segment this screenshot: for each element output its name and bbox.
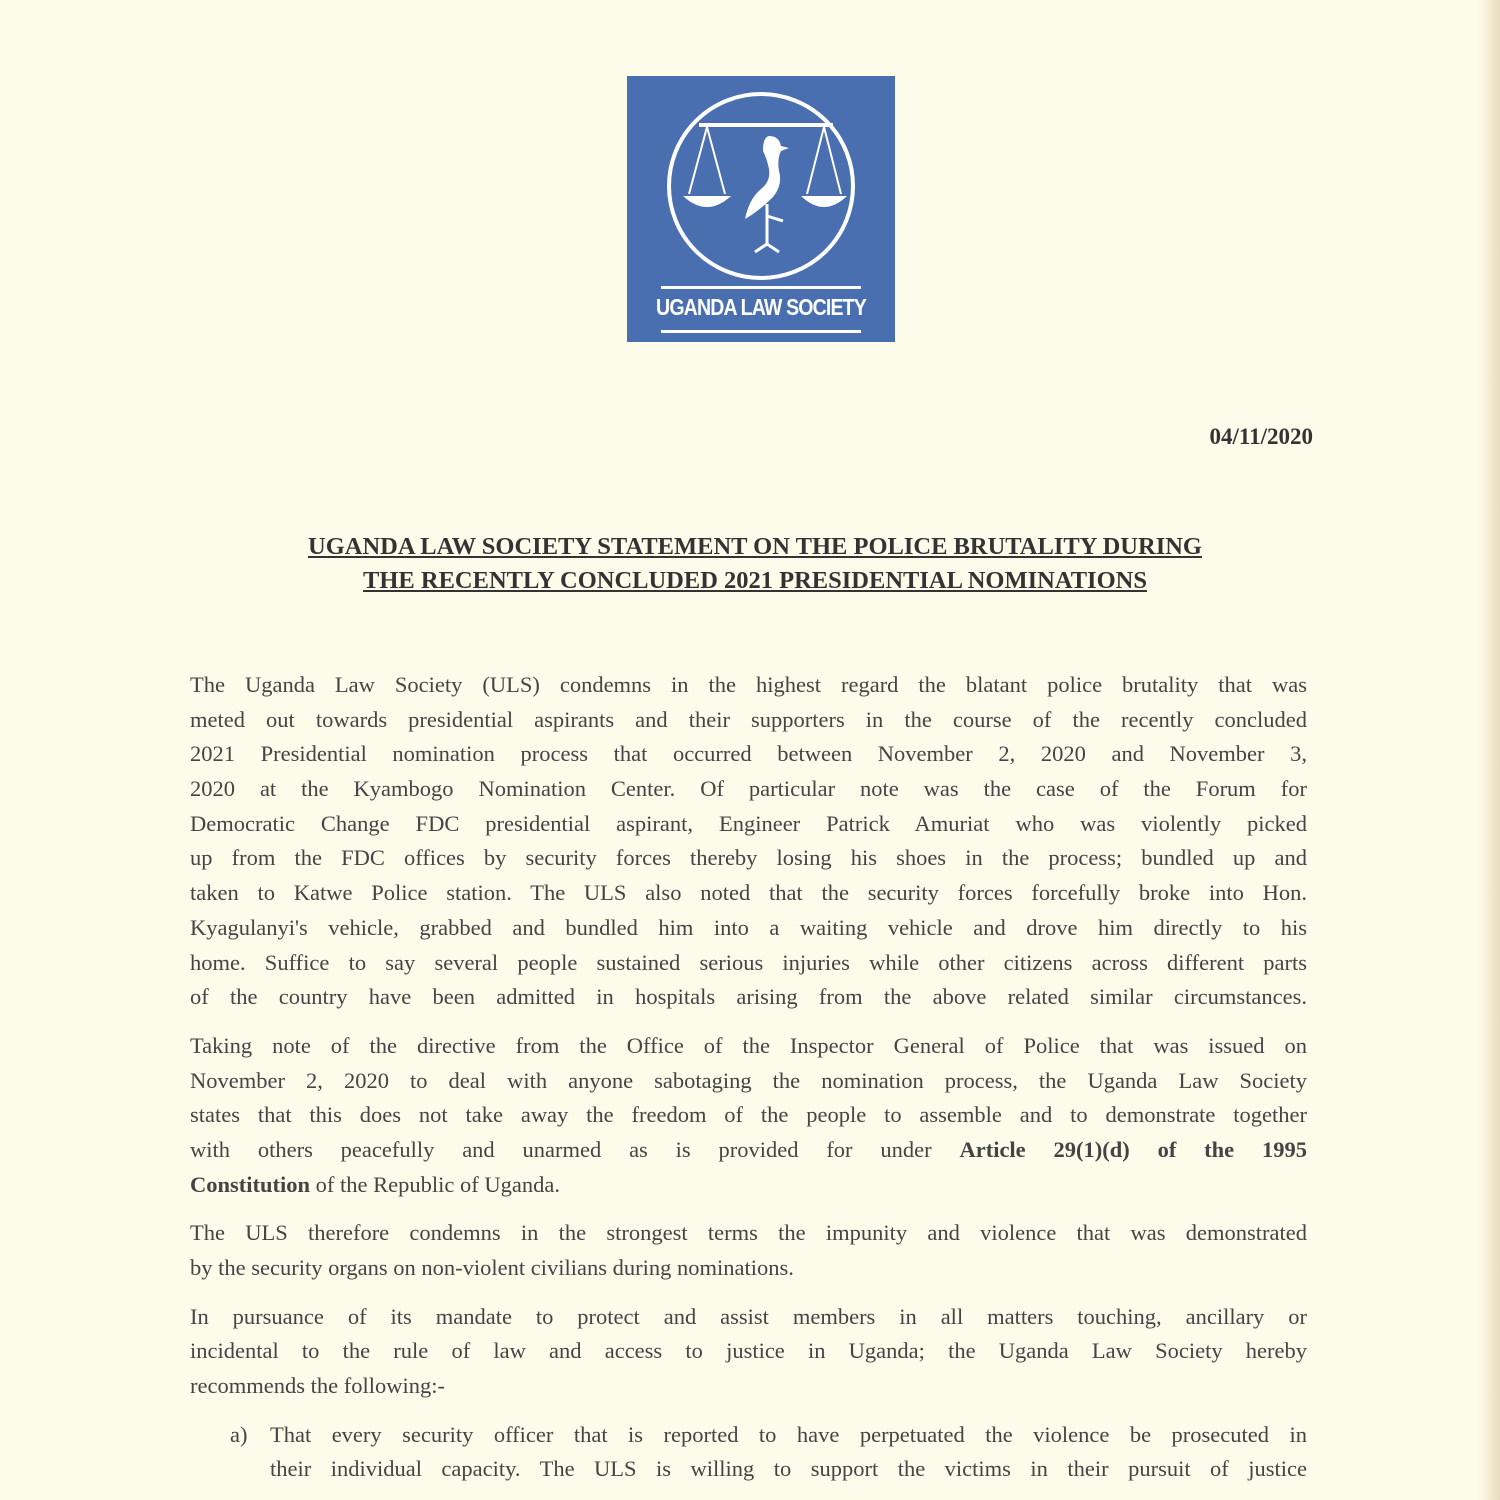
- paragraph-3: [190, 1216, 1307, 1285]
- text-span: with others peacefully and unarmed as is provided for under: [190, 1136, 960, 1162]
- article-reference: Article 29(1)(d) of the 1995: [959, 1136, 1307, 1162]
- text-line: 2021 Presidential nomination process that occurred between November 2, 2020 and November 3,: [190, 741, 1307, 767]
- text-line: November 2, 2020 to deal with anyone sabotaging the nomination process, the Uganda Law Society: [190, 1067, 1307, 1093]
- text-line: In pursuance of its mandate to protect and assist members in all matters touching, ancillary or: [190, 1303, 1307, 1329]
- text-line: The ULS therefore condemns in the strongest terms the impunity and violence that was demonstrated: [190, 1220, 1307, 1246]
- paragraph-1: [190, 668, 1307, 1015]
- text-span: of the Republic of Uganda.: [310, 1171, 560, 1197]
- paragraph-2: [190, 1029, 1307, 1202]
- text-line: by the security organs on non-violent civilians during nominations.: [190, 1255, 794, 1280]
- statement-title: [150, 530, 1360, 598]
- statement-body: [190, 668, 1307, 1487]
- text-line: states that this does not take away the freedom of the people to assemble and to demonstrate together: [190, 1102, 1307, 1128]
- text-line: That every security officer that is reported to have perpetuated the violence be prosecuted in: [270, 1421, 1307, 1447]
- logo-text: UGANDA LAW SOCIETY: [656, 294, 866, 320]
- text-line: [190, 1168, 1307, 1203]
- text-line: taken to Katwe Police station. The ULS also noted that the security forces forcefully broke into Hon.: [190, 880, 1307, 906]
- title-line: UGANDA LAW SOCIETY STATEMENT ON THE POLICE BRUTALITY DURING: [308, 533, 1202, 560]
- title-line: THE RECENTLY CONCLUDED 2021 PRESIDENTIAL NOMINATIONS: [363, 567, 1147, 594]
- text-line: their individual capacity. The ULS is willing to support the victims in their pursuit of justice: [270, 1456, 1307, 1482]
- text-line: 2020 at the Kyambogo Nomination Center. Of particular note was the case of the Forum for: [190, 776, 1307, 802]
- text-line: [190, 1133, 1307, 1168]
- recommendation-item: [190, 1418, 1307, 1487]
- text-line: Kyagulanyi's vehicle, grabbed and bundled him into a waiting vehicle and drove him directly to his: [190, 914, 1307, 940]
- paragraph-4: [190, 1300, 1307, 1404]
- text-line: up from the FDC offices by security forces thereby losing his shoes in the process; bundled up and: [190, 845, 1307, 871]
- text-line: Democratic Change FDC presidential aspirant, Engineer Patrick Amuriat who was violently picked: [190, 810, 1307, 836]
- statement-date: 04/11/2020: [1209, 424, 1313, 449]
- text-line: of the country have been admitted in hospitals arising from the above related similar circumstances.: [190, 984, 1307, 1010]
- text-line: Taking note of the directive from the Office of the Inspector General of Police that was issued on: [190, 1032, 1307, 1058]
- text-line: meted out towards presidential aspirants and their supporters in the course of the recently concluded: [190, 706, 1307, 732]
- scan-edge-shadow: [1478, 0, 1500, 1500]
- item-label: a): [230, 1421, 248, 1447]
- text-line: recommends the following:-: [190, 1373, 445, 1399]
- constitution-reference: Constitution: [190, 1171, 311, 1197]
- text-line: home. Suffice to say several people sustained serious injuries while other citizens across different parts: [190, 949, 1307, 975]
- text-line: The Uganda Law Society (ULS) condemns in the highest regard the blatant police brutality that was: [190, 672, 1307, 697]
- uganda-law-society-logo: [627, 76, 895, 342]
- text-line: incidental to the rule of law and access to justice in Uganda; the Uganda Law Society hereby: [190, 1338, 1307, 1364]
